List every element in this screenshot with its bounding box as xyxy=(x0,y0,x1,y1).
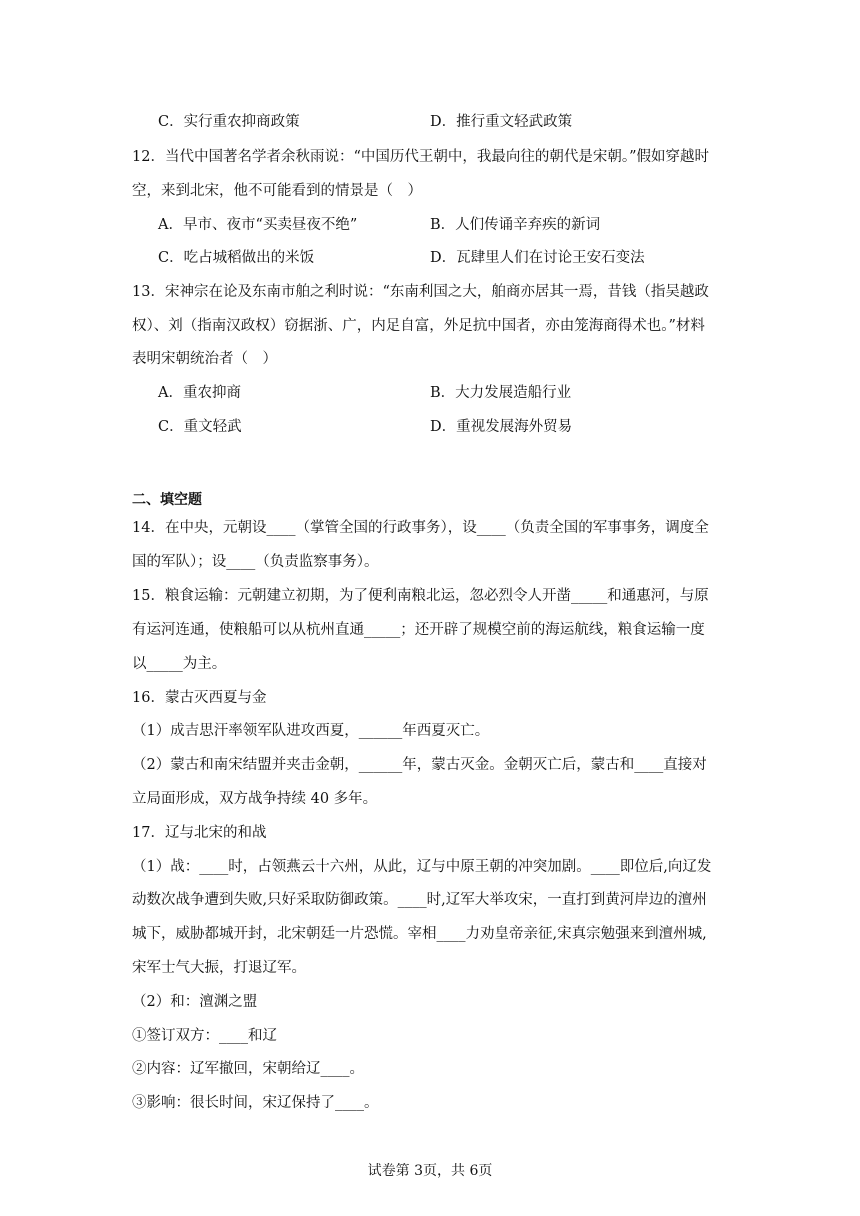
question-16-part1: （1）成吉思汗率领军队进攻西夏，______年西夏灭亡。 xyxy=(132,723,490,739)
option-12-c: C．吃占城稻做出的米饭 xyxy=(158,250,315,266)
option-13-a: A．重农抑商 xyxy=(158,385,241,401)
question-17-title: 17．辽与北宋的和战 xyxy=(132,825,267,841)
question-13-stem: 13．宋神宗在论及东南市舶之利时说：“东南利国之大，舶商亦居其一焉，昔钱（指吴越政 xyxy=(132,284,709,300)
option-13-d: D．重视发展海外贸易 xyxy=(430,419,573,435)
option-11-c: C．实行重农抑商政策 xyxy=(158,114,300,130)
question-14: 14．在中央，元朝设____（掌管全国的行政事务），设____（负责全国的军事事务，调度全 xyxy=(132,520,709,536)
option-13-b: B．大力发展造船行业 xyxy=(430,385,572,401)
question-14: 国的军队）；设____（负责监察事务）。 xyxy=(132,554,379,570)
option-12-b: B．人们传诵辛弃疾的新词 xyxy=(430,217,601,233)
question-17-war: 城下，威胁都城开封，北宋朝廷一片恐慌。宰相____力劝皇帝亲征,宋真宗勉强来到澶州城, xyxy=(132,926,707,942)
option-12-a: A．早市、夜市“买卖昼夜不绝” xyxy=(158,217,358,233)
section-title: 二、填空题 xyxy=(132,492,202,508)
question-16-part2: （2）蒙古和南宋结盟并夹击金朝，______年，蒙古灭金。金朝灭亡后，蒙古和____直接对 xyxy=(132,757,707,773)
question-17-peace-item: ②内容：辽军撤回，宋朝给辽____。 xyxy=(132,1061,364,1077)
question-13-stem: 表明宋朝统治者（ ） xyxy=(132,351,277,367)
question-17-war: 宋军士气大振，打退辽军。 xyxy=(132,960,306,976)
question-13-stem: 权）、刘（指南汉政权）窃据浙、广，内足自富，外足抗中国者，亦由笼海商得术也。”材料 xyxy=(132,318,705,334)
question-15: 15．粮食运输：元朝建立初期，为了便利南粮北运，忽必烈令人开凿_____和通惠河，与原 xyxy=(132,588,709,604)
question-17-war: （1）战：____时，占领燕云十六州，从此，辽与中原王朝的冲突加剧。____即位后,向辽发 xyxy=(132,859,712,875)
option-11-d: D．推行重文轻武政策 xyxy=(430,114,573,130)
option-12-d: D．瓦肆里人们在讨论王安石变法 xyxy=(430,250,645,266)
option-13-c: C．重文轻武 xyxy=(158,419,242,435)
question-17-peace-item: ③影响：很长时间，宋辽保持了____。 xyxy=(132,1095,379,1111)
question-17-peace-item: ①签订双方：____和辽 xyxy=(132,1028,277,1044)
question-12-stem: 空，来到北宋，他不可能看到的情景是（ ） xyxy=(132,183,422,199)
question-17-war: 动数次战争遭到失败,只好采取防御政策。____时,辽军大举攻宋，一直打到黄河岸边的澶州 xyxy=(132,892,707,908)
question-15: 有运河连通，使粮船可以从杭州直通_____；还开辟了规模空前的海运航线，粮食运输一度 xyxy=(132,622,705,638)
question-15: 以_____为主。 xyxy=(132,656,227,672)
question-16-part2: 立局面形成，双方战争持续 40 多年。 xyxy=(132,791,378,807)
question-16-title: 16．蒙古灭西夏与金 xyxy=(132,690,267,706)
question-12-stem: 12．当代中国著名学者余秋雨说：“中国历代王朝中，我最向往的朝代是宋朝。”假如穿越时 xyxy=(132,149,710,165)
page-footer: 试卷第 3页，共 6页 xyxy=(367,1163,493,1179)
question-17-peace-title: （2）和：澶渊之盟 xyxy=(132,994,258,1010)
